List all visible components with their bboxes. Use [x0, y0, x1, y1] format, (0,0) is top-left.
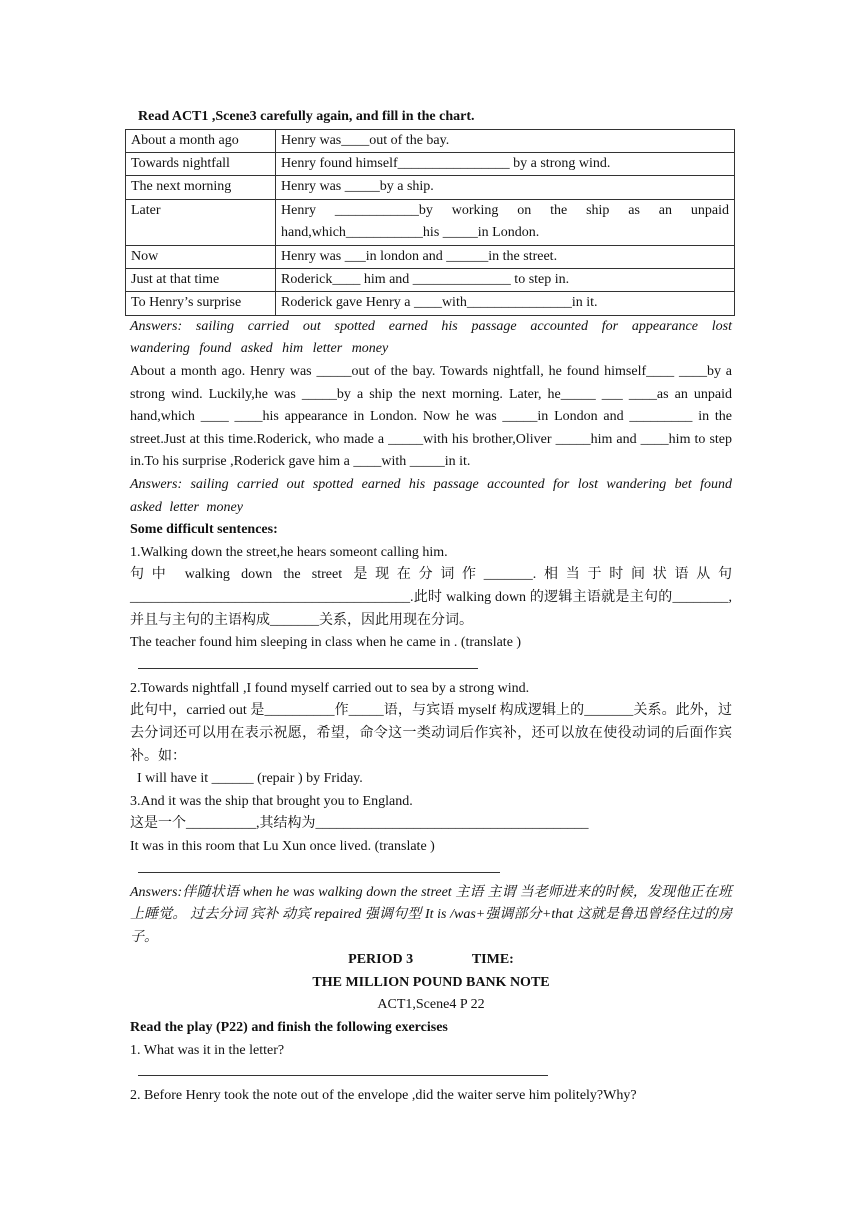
- question-2: 2. Before Henry took the note out of the envelope ,did the waiter serve him politely?Why?: [130, 1088, 637, 1104]
- time-label: TIME:: [471, 952, 514, 968]
- chart-heading: Read ACT1 ,Scene3 carefully again, and fill in the chart.: [138, 109, 475, 124]
- time-cell: Just at that time: [126, 269, 276, 292]
- page-subtitle: ACT1,Scene4 P 22: [377, 997, 485, 1013]
- sentence-2-example: I will have it ______ (repair ) by Friday.: [137, 771, 363, 787]
- sentence-2-note: 此句中，carried out 是__________作_____语，与宾语 myself 构成逻辑上的_______关系。此外，过去分词还可以用在表示祝愿，希望，命令这一类动词后作宾补，还可以放在使役动词的后面作宾补。如：: [130, 703, 732, 764]
- sentence-1-note: 句中 walking down the street 是现在分词作_______.相当于时间状语从句________________________________________.此时 walking down 的逻辑主语就是主句的________,并且与主句的主语构成_______关系，因此用现在分词。: [130, 567, 732, 628]
- sentence-3-note: 这是一个__________,其结构为_______________________________________: [130, 816, 589, 832]
- summary-passage: About a month ago. Henry was _____out of the bay. Towards nightfall, he found himself____ ____by a strong wind. Luckily,he was _____by a ship the next morning. Later, he_____ ___ ____as an unpaid hand,which ____ ____his appearance in London. Now he was _____in London and _________ in the street.Just at this time.Roderick, who made a _____with his brother,Oliver _____him and ____him to step in.To his surprise ,Roderick gave him a ____with _____in it.: [130, 364, 732, 470]
- table-row: [126, 176, 735, 199]
- period-label: PERIOD 3: [348, 952, 414, 968]
- event-cell: Henry ____________by working on the ship as an unpaid hand,which___________his _____in London.: [276, 199, 735, 245]
- period-line: [130, 949, 732, 972]
- answers-passage: Answers: sailing carried out spotted earned his passage accounted for lost wandering bet found asked letter money: [130, 477, 732, 515]
- table-row: [126, 269, 735, 292]
- table-row: [126, 153, 735, 176]
- answer-line[interactable]: [138, 859, 500, 873]
- event-cell: Roderick____ him and ______________ to step in.: [276, 269, 735, 292]
- fill-in-chart: [125, 129, 735, 316]
- answer-line[interactable]: [138, 1062, 548, 1076]
- event-cell: Henry was____out of the bay.: [276, 129, 735, 152]
- question-1: 1. What was it in the letter?: [130, 1042, 285, 1058]
- time-cell: Now: [126, 245, 276, 268]
- sentence-2: 2.Towards nightfall ,I found myself carried out to sea by a strong wind.: [130, 680, 530, 696]
- answers-chart: Answers: sailing carried out spotted earned his passage accounted for appearance lost wandering found asked him letter money: [130, 318, 732, 357]
- table-row: [126, 199, 735, 245]
- table-row: [126, 245, 735, 268]
- page-title: THE MILLION POUND BANK NOTE: [312, 974, 550, 990]
- difficult-sentences-heading: Some difficult sentences:: [130, 522, 278, 538]
- table-row: [126, 292, 735, 315]
- time-cell: The next morning: [126, 176, 276, 199]
- sentence-3-translate: It was in this room that Lu Xun once lived. (translate ): [130, 838, 435, 854]
- answers-sentences: Answers:伴随状语 when he was walking down the street 主语 主谓 当老师进来的时候，发现他正在班上睡觉。 过去分词 宾补 动宾 repaired 强调句型 It is /was+强调部分+that 这就是鲁迅曾经住过的房子。: [130, 884, 732, 945]
- sentence-3: 3.And it was the ship that brought you to England.: [130, 793, 413, 809]
- instruction: Read the play (P22) and finish the following exercises: [130, 1020, 448, 1036]
- sentence-1-translate: The teacher found him sleeping in class when he came in . (translate ): [130, 635, 522, 651]
- event-cell: Henry was _____by a ship.: [276, 176, 735, 199]
- event-cell: Henry was ___in london and ______in the street.: [276, 245, 735, 268]
- answer-line[interactable]: [138, 655, 478, 669]
- event-cell: Roderick gave Henry a ____with_______________in it.: [276, 292, 735, 315]
- worksheet-page: [130, 106, 732, 1108]
- event-cell: Henry found himself________________ by a strong wind.: [276, 153, 735, 176]
- time-cell: Later: [126, 199, 276, 245]
- sentence-1: 1.Walking down the street,he hears someont calling him.: [130, 544, 448, 560]
- table-row: [126, 129, 735, 152]
- time-cell: About a month ago: [126, 129, 276, 152]
- time-cell: Towards nightfall: [126, 153, 276, 176]
- time-cell: To Henry’s surprise: [126, 292, 276, 315]
